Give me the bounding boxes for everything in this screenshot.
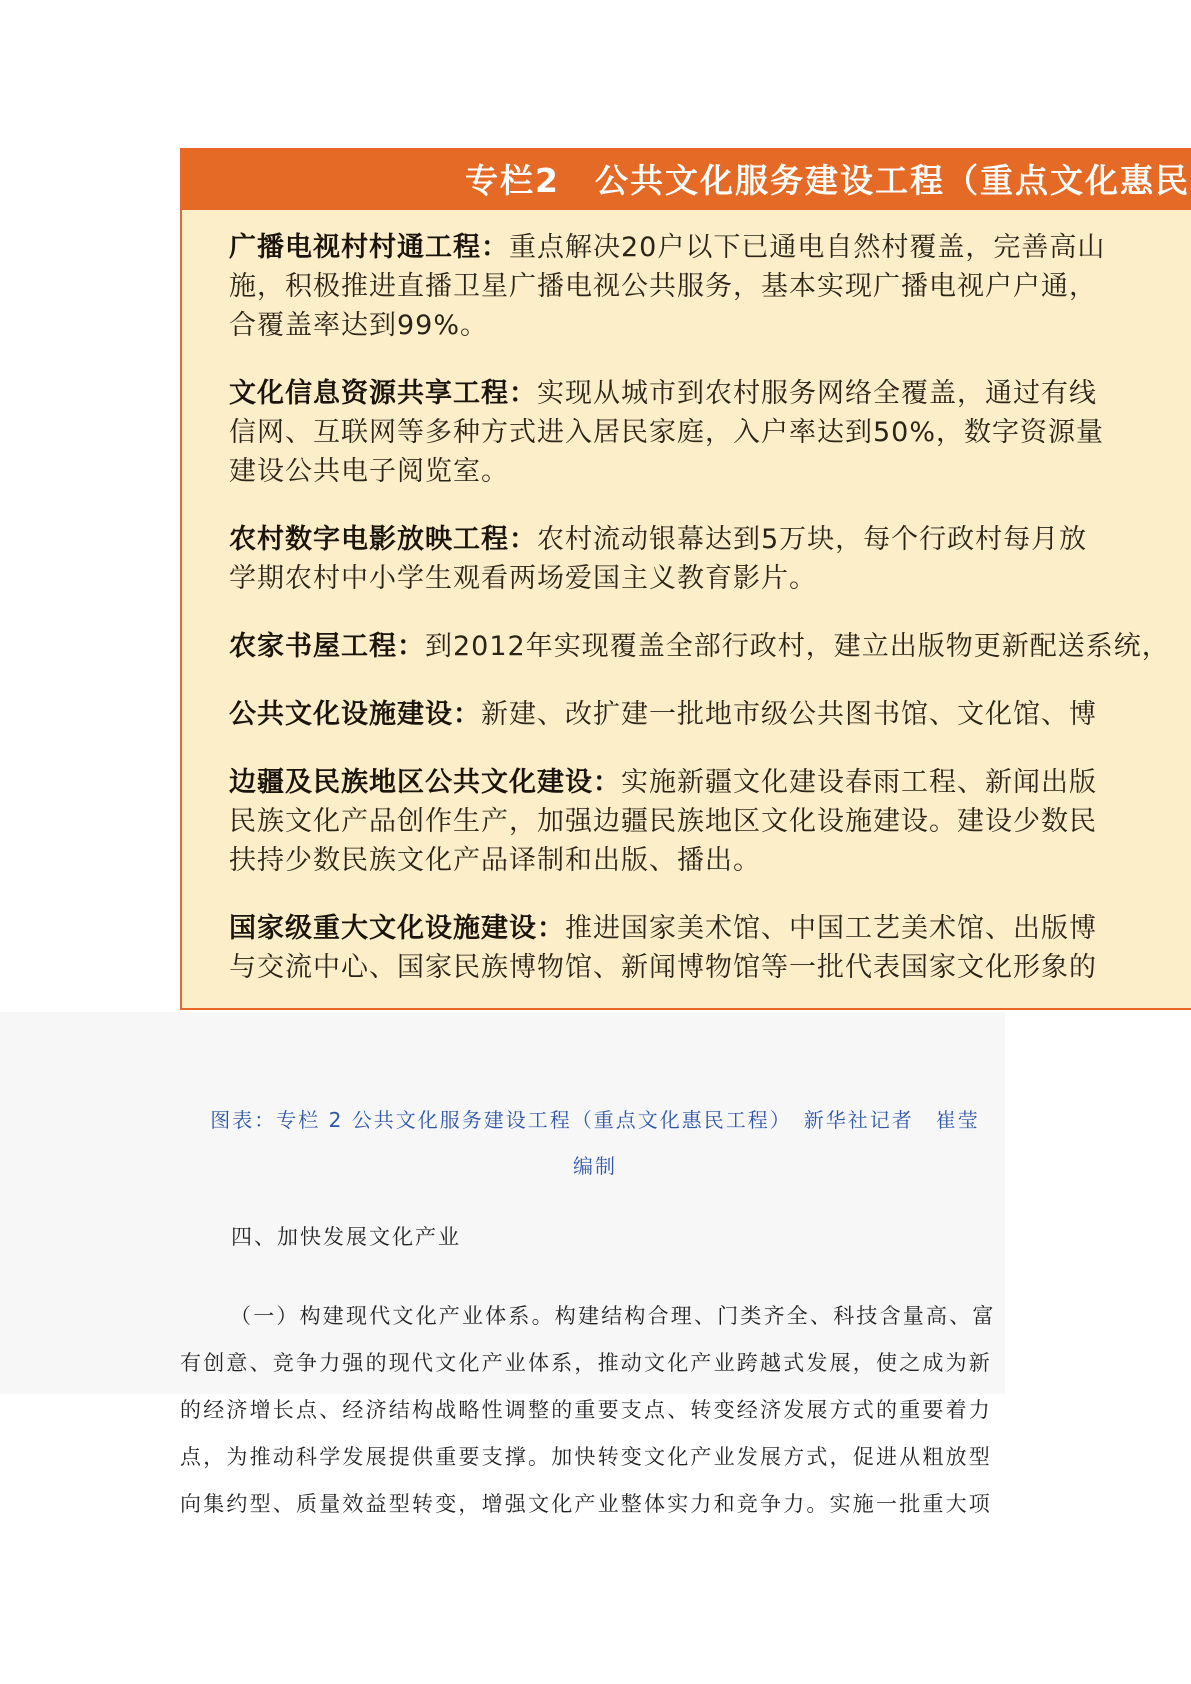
entry-text: 合覆盖率达到99%。: [229, 310, 489, 341]
entry-title: 农村数字电影放映工程：: [229, 524, 537, 555]
entry-text: 学期农村中小学生观看两场爱国主义教育影片。: [229, 563, 817, 594]
paragraph-line: 向集约型、质量效益型转变，增强文化产业整体实力和竞争力。实施一批重大项: [180, 1492, 992, 1516]
entry-public-facilities: [229, 695, 1191, 734]
paragraph-line: 的经济增长点、经济结构战略性调整的重要支点、转变经济发展方式的重要着力: [180, 1398, 992, 1422]
caption-line: 编制: [573, 1154, 617, 1178]
entry-text: 实现从城市到农村服务网络全覆盖，通过有线: [537, 378, 1097, 409]
entry-text: 实施新疆文化建设春雨工程、新闻出版: [621, 767, 1097, 798]
body-paragraph: [180, 1293, 1010, 1528]
entry-text: 施，积极推进直播卫星广播电视公共服务，基本实现广播电视户户通，: [229, 271, 1097, 302]
entry-info-sharing: [229, 374, 1191, 491]
entry-text: 信网、互联网等多种方式进入居民家庭，入户率达到50%，数字资源量: [229, 417, 1105, 448]
entry-text: 到2012年实现覆盖全部行政村，建立出版物更新配送系统，: [425, 631, 1170, 662]
entry-rural-film: [229, 520, 1191, 598]
entry-title: 农家书屋工程：: [229, 631, 425, 662]
entry-text: 扶持少数民族文化产品译制和出版、播出。: [229, 845, 761, 876]
entry-text: 建设公共电子阅览室。: [229, 456, 509, 487]
paragraph-line: 有创意、竞争力强的现代文化产业体系，推动文化产业跨越式发展，使之成为新: [180, 1351, 992, 1375]
entry-broadcast-tv: [229, 228, 1191, 345]
paragraph-line: （一）构建现代文化产业体系。构建结构合理、门类齐全、科技含量高、富: [230, 1304, 996, 1328]
entry-border-ethnic: [229, 763, 1191, 880]
figure-caption: [180, 1097, 1010, 1189]
entry-text: 推进国家美术馆、中国工艺美术馆、出版博: [565, 913, 1097, 944]
entry-title: 边疆及民族地区公共文化建设：: [229, 767, 621, 798]
entry-farm-library: [229, 627, 1191, 666]
entry-title: 文化信息资源共享工程：: [229, 378, 537, 409]
entry-title: 国家级重大文化设施建设：: [229, 913, 565, 944]
entry-national-facilities: [229, 909, 1191, 987]
entry-text: 与交流中心、国家民族博物馆、新闻博物馆等一批代表国家文化形象的: [229, 952, 1097, 983]
entry-text: 农村流动银幕达到5万块，每个行政村每月放: [537, 524, 1088, 555]
entry-title: 公共文化设施建设：: [229, 699, 481, 730]
paragraph-line: 点，为推动科学发展提供重要支撑。加快转变文化产业发展方式，促进从粗放型: [180, 1445, 992, 1469]
entry-text: 新建、改扩建一批地市级公共图书馆、文化馆、博: [481, 699, 1097, 730]
caption-line: 图表：专栏 2 公共文化服务建设工程（重点文化惠民工程） 新华社记者 崔莹: [210, 1108, 980, 1132]
panel-body: [182, 210, 1191, 987]
entry-title: 广播电视村村通工程：: [229, 232, 509, 263]
entry-text: 重点解决20户以下已通电自然村覆盖，完善高山: [509, 232, 1106, 263]
entry-text: 民族文化产品创作生产，加强边疆民族地区文化设施建设。建设少数民: [229, 806, 1097, 837]
column-panel: [180, 148, 1191, 1010]
section-heading: 四、加快发展文化产业: [231, 1225, 461, 1249]
panel-header: 专栏2 公共文化服务建设工程（重点文化惠民: [182, 150, 1191, 210]
